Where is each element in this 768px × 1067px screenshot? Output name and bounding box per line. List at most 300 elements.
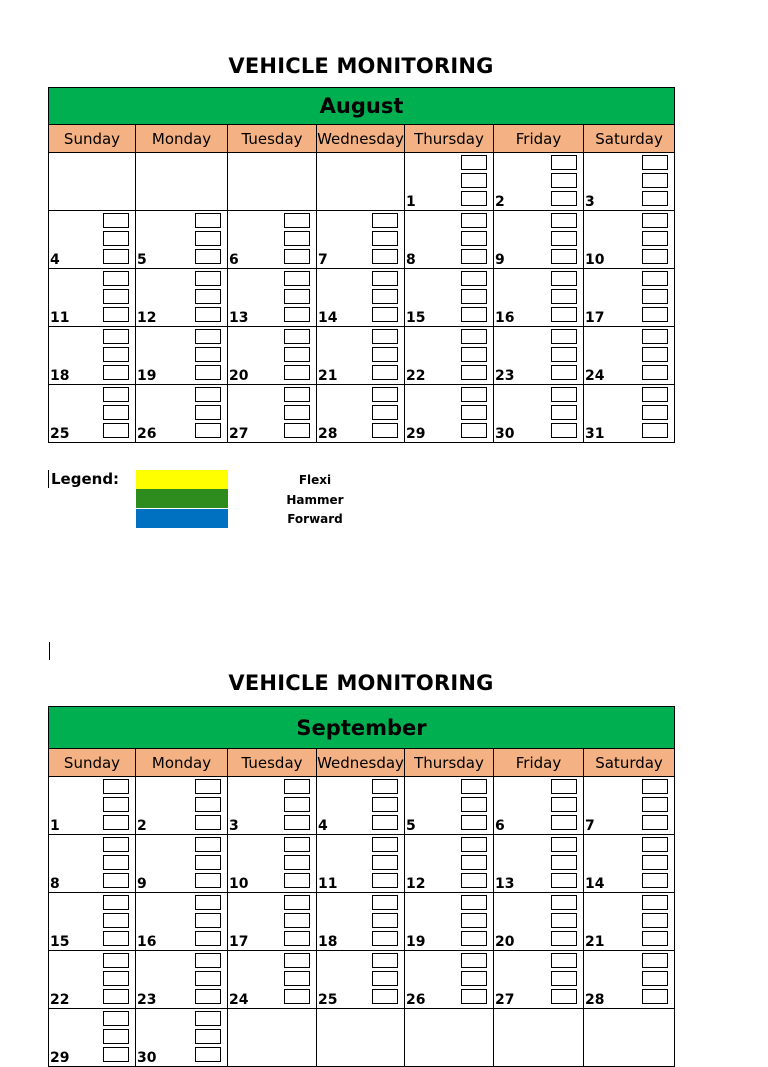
day-number: 14 — [318, 310, 338, 326]
vehicle-checkbox[interactable] — [642, 855, 668, 870]
day-number: 21 — [585, 934, 605, 950]
vehicle-checkbox[interactable] — [284, 365, 310, 380]
vehicle-checkbox[interactable] — [461, 249, 487, 264]
vehicle-checkbox[interactable] — [372, 405, 398, 420]
vehicle-checkbox[interactable] — [195, 779, 221, 794]
day-number: 27 — [495, 992, 515, 1008]
vehicle-checkbox[interactable] — [195, 855, 221, 870]
day-number: 13 — [229, 310, 249, 326]
day-number: 24 — [229, 992, 249, 1008]
week-row — [49, 777, 675, 835]
vehicle-checkboxes — [372, 837, 398, 888]
vehicle-checkbox[interactable] — [103, 423, 129, 438]
day-cell — [136, 269, 228, 327]
weekday-tuesday: Tuesday — [228, 125, 317, 153]
vehicle-checkbox[interactable] — [103, 779, 129, 794]
vehicle-checkbox[interactable] — [461, 989, 487, 1004]
day-number: 20 — [495, 934, 515, 950]
vehicle-checkbox[interactable] — [642, 155, 668, 170]
vehicle-checkbox[interactable] — [103, 815, 129, 830]
week-row — [49, 153, 675, 211]
vehicle-checkbox[interactable] — [284, 423, 310, 438]
vehicle-checkbox[interactable] — [284, 231, 310, 246]
vehicle-checkbox[interactable] — [551, 329, 577, 344]
vehicle-checkbox[interactable] — [551, 931, 577, 946]
vehicle-checkbox[interactable] — [195, 953, 221, 968]
vehicle-checkbox[interactable] — [195, 873, 221, 888]
vehicle-checkbox[interactable] — [461, 837, 487, 852]
day-number: 1 — [406, 194, 416, 210]
vehicle-checkbox[interactable] — [461, 873, 487, 888]
day-number: 18 — [318, 934, 338, 950]
vehicle-checkbox[interactable] — [461, 365, 487, 380]
legend-text-forward: Forward — [287, 512, 343, 526]
vehicle-checkbox[interactable] — [103, 913, 129, 928]
day-cell — [317, 211, 405, 269]
day-number: 26 — [406, 992, 426, 1008]
vehicle-checkbox[interactable] — [372, 855, 398, 870]
vehicle-checkbox[interactable] — [103, 249, 129, 264]
vehicle-checkbox[interactable] — [103, 307, 129, 322]
vehicle-checkbox[interactable] — [284, 855, 310, 870]
vehicle-checkbox[interactable] — [103, 271, 129, 286]
vehicle-checkbox[interactable] — [551, 989, 577, 1004]
vehicle-checkbox[interactable] — [372, 387, 398, 402]
vehicle-checkbox[interactable] — [551, 307, 577, 322]
vehicle-checkbox[interactable] — [103, 1029, 129, 1044]
day-cell — [228, 327, 317, 385]
vehicle-checkboxes — [195, 1011, 221, 1062]
day-cell — [584, 777, 675, 835]
vehicle-checkbox[interactable] — [551, 797, 577, 812]
day-cell — [494, 835, 584, 893]
day-number: 12 — [406, 876, 426, 892]
vehicle-checkbox[interactable] — [642, 249, 668, 264]
day-cell — [317, 777, 405, 835]
vehicle-checkbox[interactable] — [461, 815, 487, 830]
vehicle-checkbox[interactable] — [642, 173, 668, 188]
vehicle-checkbox[interactable] — [461, 271, 487, 286]
day-cell — [405, 269, 494, 327]
legend-text-flexi: Flexi — [298, 473, 332, 487]
vehicle-checkbox[interactable] — [461, 289, 487, 304]
vehicle-checkbox[interactable] — [284, 387, 310, 402]
vehicle-checkbox[interactable] — [284, 895, 310, 910]
week-row — [49, 951, 675, 1009]
day-cell — [317, 835, 405, 893]
vehicle-checkbox[interactable] — [461, 387, 487, 402]
vehicle-checkbox[interactable] — [195, 423, 221, 438]
vehicle-checkbox[interactable] — [372, 931, 398, 946]
vehicle-checkbox[interactable] — [642, 213, 668, 228]
vehicle-checkbox[interactable] — [642, 307, 668, 322]
vehicle-checkbox[interactable] — [642, 329, 668, 344]
vehicle-checkboxes — [461, 953, 487, 1004]
vehicle-checkboxes — [195, 213, 221, 264]
vehicle-checkbox[interactable] — [195, 347, 221, 362]
vehicle-checkboxes — [551, 155, 577, 206]
vehicle-checkbox[interactable] — [551, 873, 577, 888]
vehicle-checkbox[interactable] — [372, 347, 398, 362]
vehicle-checkbox[interactable] — [551, 953, 577, 968]
vehicle-checkbox[interactable] — [195, 387, 221, 402]
vehicle-checkbox[interactable] — [284, 307, 310, 322]
day-cell — [584, 951, 675, 1009]
text-cursor — [49, 642, 50, 660]
vehicle-checkboxes — [103, 387, 129, 438]
day-number: 17 — [229, 934, 249, 950]
day-cell — [228, 153, 317, 211]
vehicle-checkbox[interactable] — [195, 971, 221, 986]
vehicle-checkbox[interactable] — [551, 779, 577, 794]
vehicle-checkbox[interactable] — [103, 989, 129, 1004]
day-cell — [494, 951, 584, 1009]
vehicle-checkbox[interactable] — [103, 213, 129, 228]
vehicle-checkbox[interactable] — [284, 797, 310, 812]
vehicle-checkbox[interactable] — [372, 213, 398, 228]
day-cell — [49, 893, 136, 951]
vehicle-checkbox[interactable] — [195, 249, 221, 264]
vehicle-checkbox[interactable] — [372, 365, 398, 380]
calendar-august — [48, 87, 675, 443]
day-number: 2 — [495, 194, 505, 210]
vehicle-checkbox[interactable] — [195, 405, 221, 420]
month-header: August — [49, 88, 675, 125]
vehicle-checkbox[interactable] — [551, 191, 577, 206]
vehicle-checkbox[interactable] — [103, 289, 129, 304]
vehicle-checkbox[interactable] — [372, 873, 398, 888]
vehicle-checkbox[interactable] — [284, 249, 310, 264]
vehicle-checkboxes — [642, 779, 668, 830]
vehicle-checkbox[interactable] — [372, 329, 398, 344]
vehicle-checkbox[interactable] — [372, 989, 398, 1004]
vehicle-checkbox[interactable] — [551, 913, 577, 928]
vehicle-checkbox[interactable] — [551, 347, 577, 362]
vehicle-checkbox[interactable] — [103, 931, 129, 946]
vehicle-checkbox[interactable] — [103, 329, 129, 344]
vehicle-checkbox[interactable] — [195, 797, 221, 812]
weekday-saturday: Saturday — [584, 749, 675, 777]
vehicle-checkboxes — [103, 329, 129, 380]
vehicle-checkbox[interactable] — [195, 365, 221, 380]
vehicle-checkbox[interactable] — [461, 231, 487, 246]
day-cell — [49, 1009, 136, 1067]
vehicle-checkbox[interactable] — [372, 307, 398, 322]
day-number: 29 — [406, 426, 426, 442]
vehicle-checkboxes — [103, 271, 129, 322]
day-number: 31 — [585, 426, 605, 442]
vehicle-checkbox[interactable] — [461, 931, 487, 946]
vehicle-checkbox[interactable] — [551, 815, 577, 830]
vehicle-checkbox[interactable] — [372, 913, 398, 928]
vehicle-checkbox[interactable] — [284, 815, 310, 830]
vehicle-checkboxes — [461, 779, 487, 830]
vehicle-checkbox[interactable] — [642, 873, 668, 888]
vehicle-checkboxes — [103, 953, 129, 1004]
vehicle-checkbox[interactable] — [195, 289, 221, 304]
vehicle-checkbox[interactable] — [642, 797, 668, 812]
vehicle-checkbox[interactable] — [284, 837, 310, 852]
vehicle-checkboxes — [195, 387, 221, 438]
vehicle-checkbox[interactable] — [461, 213, 487, 228]
day-cell — [228, 211, 317, 269]
vehicle-checkbox[interactable] — [642, 989, 668, 1004]
vehicle-checkbox[interactable] — [551, 405, 577, 420]
vehicle-checkbox[interactable] — [372, 837, 398, 852]
vehicle-checkbox[interactable] — [103, 971, 129, 986]
vehicle-checkboxes — [642, 895, 668, 946]
vehicle-checkbox[interactable] — [642, 191, 668, 206]
vehicle-checkbox[interactable] — [551, 173, 577, 188]
day-cell — [494, 893, 584, 951]
vehicle-checkbox[interactable] — [642, 971, 668, 986]
vehicle-checkbox[interactable] — [551, 387, 577, 402]
calendar-title-august: VEHICLE MONITORING — [228, 54, 494, 78]
vehicle-checkboxes — [461, 329, 487, 380]
vehicle-checkbox[interactable] — [461, 173, 487, 188]
vehicle-checkbox[interactable] — [372, 271, 398, 286]
day-number: 11 — [50, 310, 70, 326]
vehicle-checkbox[interactable] — [195, 213, 221, 228]
vehicle-checkbox[interactable] — [642, 347, 668, 362]
vehicle-checkboxes — [103, 837, 129, 888]
day-number: 9 — [495, 252, 505, 268]
vehicle-checkbox[interactable] — [284, 271, 310, 286]
vehicle-checkbox[interactable] — [372, 953, 398, 968]
vehicle-checkboxes — [372, 329, 398, 380]
vehicle-checkbox[interactable] — [461, 971, 487, 986]
vehicle-checkbox[interactable] — [372, 779, 398, 794]
day-cell — [136, 835, 228, 893]
vehicle-checkbox[interactable] — [284, 779, 310, 794]
week-row — [49, 211, 675, 269]
vehicle-checkbox[interactable] — [642, 931, 668, 946]
vehicle-checkbox[interactable] — [103, 347, 129, 362]
day-cell — [405, 835, 494, 893]
vehicle-checkbox[interactable] — [195, 895, 221, 910]
day-cell — [584, 385, 675, 443]
vehicle-checkbox[interactable] — [195, 271, 221, 286]
vehicle-checkbox[interactable] — [284, 405, 310, 420]
day-cell — [49, 153, 136, 211]
day-cell — [405, 1009, 494, 1067]
vehicle-checkbox[interactable] — [551, 837, 577, 852]
vehicle-checkboxes — [195, 329, 221, 380]
vehicle-checkbox[interactable] — [461, 953, 487, 968]
vehicle-checkbox[interactable] — [642, 271, 668, 286]
vehicle-checkbox[interactable] — [195, 329, 221, 344]
day-cell — [584, 835, 675, 893]
vehicle-checkbox[interactable] — [284, 971, 310, 986]
vehicle-checkbox[interactable] — [642, 289, 668, 304]
vehicle-checkbox[interactable] — [461, 405, 487, 420]
vehicle-checkbox[interactable] — [284, 289, 310, 304]
vehicle-checkbox[interactable] — [461, 307, 487, 322]
vehicle-checkbox[interactable] — [284, 873, 310, 888]
vehicle-checkbox[interactable] — [551, 365, 577, 380]
vehicle-checkbox[interactable] — [284, 989, 310, 1004]
vehicle-checkbox[interactable] — [642, 365, 668, 380]
vehicle-checkboxes — [642, 387, 668, 438]
day-cell — [317, 951, 405, 1009]
vehicle-checkboxes — [461, 387, 487, 438]
vehicle-checkbox[interactable] — [103, 797, 129, 812]
vehicle-checkbox[interactable] — [372, 815, 398, 830]
vehicle-checkbox[interactable] — [372, 895, 398, 910]
weekday-thursday: Thursday — [405, 749, 494, 777]
day-cell — [49, 269, 136, 327]
vehicle-checkbox[interactable] — [551, 895, 577, 910]
vehicle-checkbox[interactable] — [103, 365, 129, 380]
day-number: 16 — [495, 310, 515, 326]
vehicle-checkboxes — [284, 895, 310, 946]
day-cell — [49, 777, 136, 835]
day-number: 30 — [137, 1050, 157, 1066]
weekday-monday: Monday — [136, 125, 228, 153]
vehicle-checkbox[interactable] — [195, 989, 221, 1004]
day-number: 3 — [585, 194, 595, 210]
vehicle-checkboxes — [284, 837, 310, 888]
vehicle-checkbox[interactable] — [103, 837, 129, 852]
vehicle-checkbox[interactable] — [103, 873, 129, 888]
vehicle-checkbox[interactable] — [551, 423, 577, 438]
day-cell — [494, 385, 584, 443]
day-number: 24 — [585, 368, 605, 384]
day-cell — [228, 893, 317, 951]
vehicle-checkbox[interactable] — [551, 213, 577, 228]
day-cell — [584, 327, 675, 385]
vehicle-checkboxes — [103, 895, 129, 946]
vehicle-checkbox[interactable] — [284, 347, 310, 362]
weekday-monday: Monday — [136, 749, 228, 777]
vehicle-checkbox[interactable] — [461, 895, 487, 910]
day-cell — [405, 327, 494, 385]
vehicle-checkboxes — [551, 329, 577, 380]
vehicle-checkbox[interactable] — [195, 913, 221, 928]
day-number: 11 — [318, 876, 338, 892]
vehicle-checkbox[interactable] — [461, 347, 487, 362]
week-row — [49, 269, 675, 327]
vehicle-checkbox[interactable] — [642, 231, 668, 246]
vehicle-checkbox[interactable] — [284, 953, 310, 968]
vehicle-checkbox[interactable] — [551, 289, 577, 304]
vehicle-checkbox[interactable] — [461, 797, 487, 812]
day-number: 26 — [137, 426, 157, 442]
vehicle-checkbox[interactable] — [195, 307, 221, 322]
vehicle-checkbox[interactable] — [195, 931, 221, 946]
vehicle-checkbox[interactable] — [642, 815, 668, 830]
weekday-tuesday: Tuesday — [228, 749, 317, 777]
vehicle-checkbox[interactable] — [642, 953, 668, 968]
vehicle-checkbox[interactable] — [461, 329, 487, 344]
day-number: 22 — [406, 368, 426, 384]
vehicle-checkbox[interactable] — [103, 405, 129, 420]
vehicle-checkbox[interactable] — [103, 387, 129, 402]
vehicle-checkboxes — [551, 387, 577, 438]
vehicle-checkbox[interactable] — [284, 213, 310, 228]
vehicle-checkbox[interactable] — [642, 913, 668, 928]
day-cell — [317, 1009, 405, 1067]
vehicle-checkbox[interactable] — [195, 1047, 221, 1062]
vehicle-checkbox[interactable] — [284, 913, 310, 928]
vehicle-checkbox[interactable] — [642, 423, 668, 438]
vehicle-checkbox[interactable] — [103, 855, 129, 870]
vehicle-checkbox[interactable] — [551, 231, 577, 246]
day-number: 18 — [50, 368, 70, 384]
weekday-thursday: Thursday — [405, 125, 494, 153]
vehicle-checkbox[interactable] — [551, 249, 577, 264]
vehicle-checkbox[interactable] — [372, 971, 398, 986]
weekday-saturday: Saturday — [584, 125, 675, 153]
vehicle-checkbox[interactable] — [551, 855, 577, 870]
vehicle-checkbox[interactable] — [461, 191, 487, 206]
vehicle-checkboxes — [551, 895, 577, 946]
vehicle-checkbox[interactable] — [642, 387, 668, 402]
vehicle-checkbox[interactable] — [461, 855, 487, 870]
vehicle-checkbox[interactable] — [551, 155, 577, 170]
vehicle-checkbox[interactable] — [372, 423, 398, 438]
vehicle-checkbox[interactable] — [195, 1029, 221, 1044]
vehicle-checkbox[interactable] — [372, 797, 398, 812]
day-number: 7 — [318, 252, 328, 268]
vehicle-checkbox[interactable] — [103, 1047, 129, 1062]
day-number: 8 — [406, 252, 416, 268]
vehicle-checkbox[interactable] — [461, 779, 487, 794]
day-number: 4 — [50, 252, 60, 268]
day-cell — [494, 327, 584, 385]
vehicle-checkbox[interactable] — [195, 231, 221, 246]
weekday-friday: Friday — [494, 749, 584, 777]
vehicle-checkbox[interactable] — [195, 837, 221, 852]
calendar-september — [48, 706, 675, 1067]
vehicle-checkbox[interactable] — [284, 931, 310, 946]
legend-swatch-hammer — [136, 489, 228, 508]
vehicle-checkbox[interactable] — [461, 913, 487, 928]
vehicle-checkbox[interactable] — [642, 895, 668, 910]
day-cell — [584, 1009, 675, 1067]
day-cell — [494, 269, 584, 327]
vehicle-checkboxes — [642, 213, 668, 264]
vehicle-checkbox[interactable] — [642, 405, 668, 420]
vehicle-checkbox[interactable] — [103, 895, 129, 910]
vehicle-checkboxes — [642, 837, 668, 888]
vehicle-checkbox[interactable] — [461, 155, 487, 170]
vehicle-checkbox[interactable] — [284, 329, 310, 344]
day-number: 6 — [495, 818, 505, 834]
day-cell — [136, 777, 228, 835]
vehicle-checkboxes — [103, 1011, 129, 1062]
vehicle-checkbox[interactable] — [642, 837, 668, 852]
vehicle-checkbox[interactable] — [642, 779, 668, 794]
day-cell — [317, 153, 405, 211]
vehicle-checkbox[interactable] — [195, 815, 221, 830]
vehicle-checkbox[interactable] — [103, 953, 129, 968]
vehicle-checkboxes — [284, 387, 310, 438]
vehicle-checkbox[interactable] — [372, 231, 398, 246]
day-cell — [228, 777, 317, 835]
day-cell — [228, 951, 317, 1009]
vehicle-checkbox[interactable] — [551, 971, 577, 986]
vehicle-checkbox[interactable] — [551, 271, 577, 286]
vehicle-checkbox[interactable] — [372, 249, 398, 264]
vehicle-checkbox[interactable] — [461, 423, 487, 438]
day-cell — [49, 835, 136, 893]
day-cell — [405, 385, 494, 443]
day-cell — [317, 269, 405, 327]
vehicle-checkbox[interactable] — [103, 231, 129, 246]
day-number: 13 — [495, 876, 515, 892]
vehicle-checkbox[interactable] — [372, 289, 398, 304]
